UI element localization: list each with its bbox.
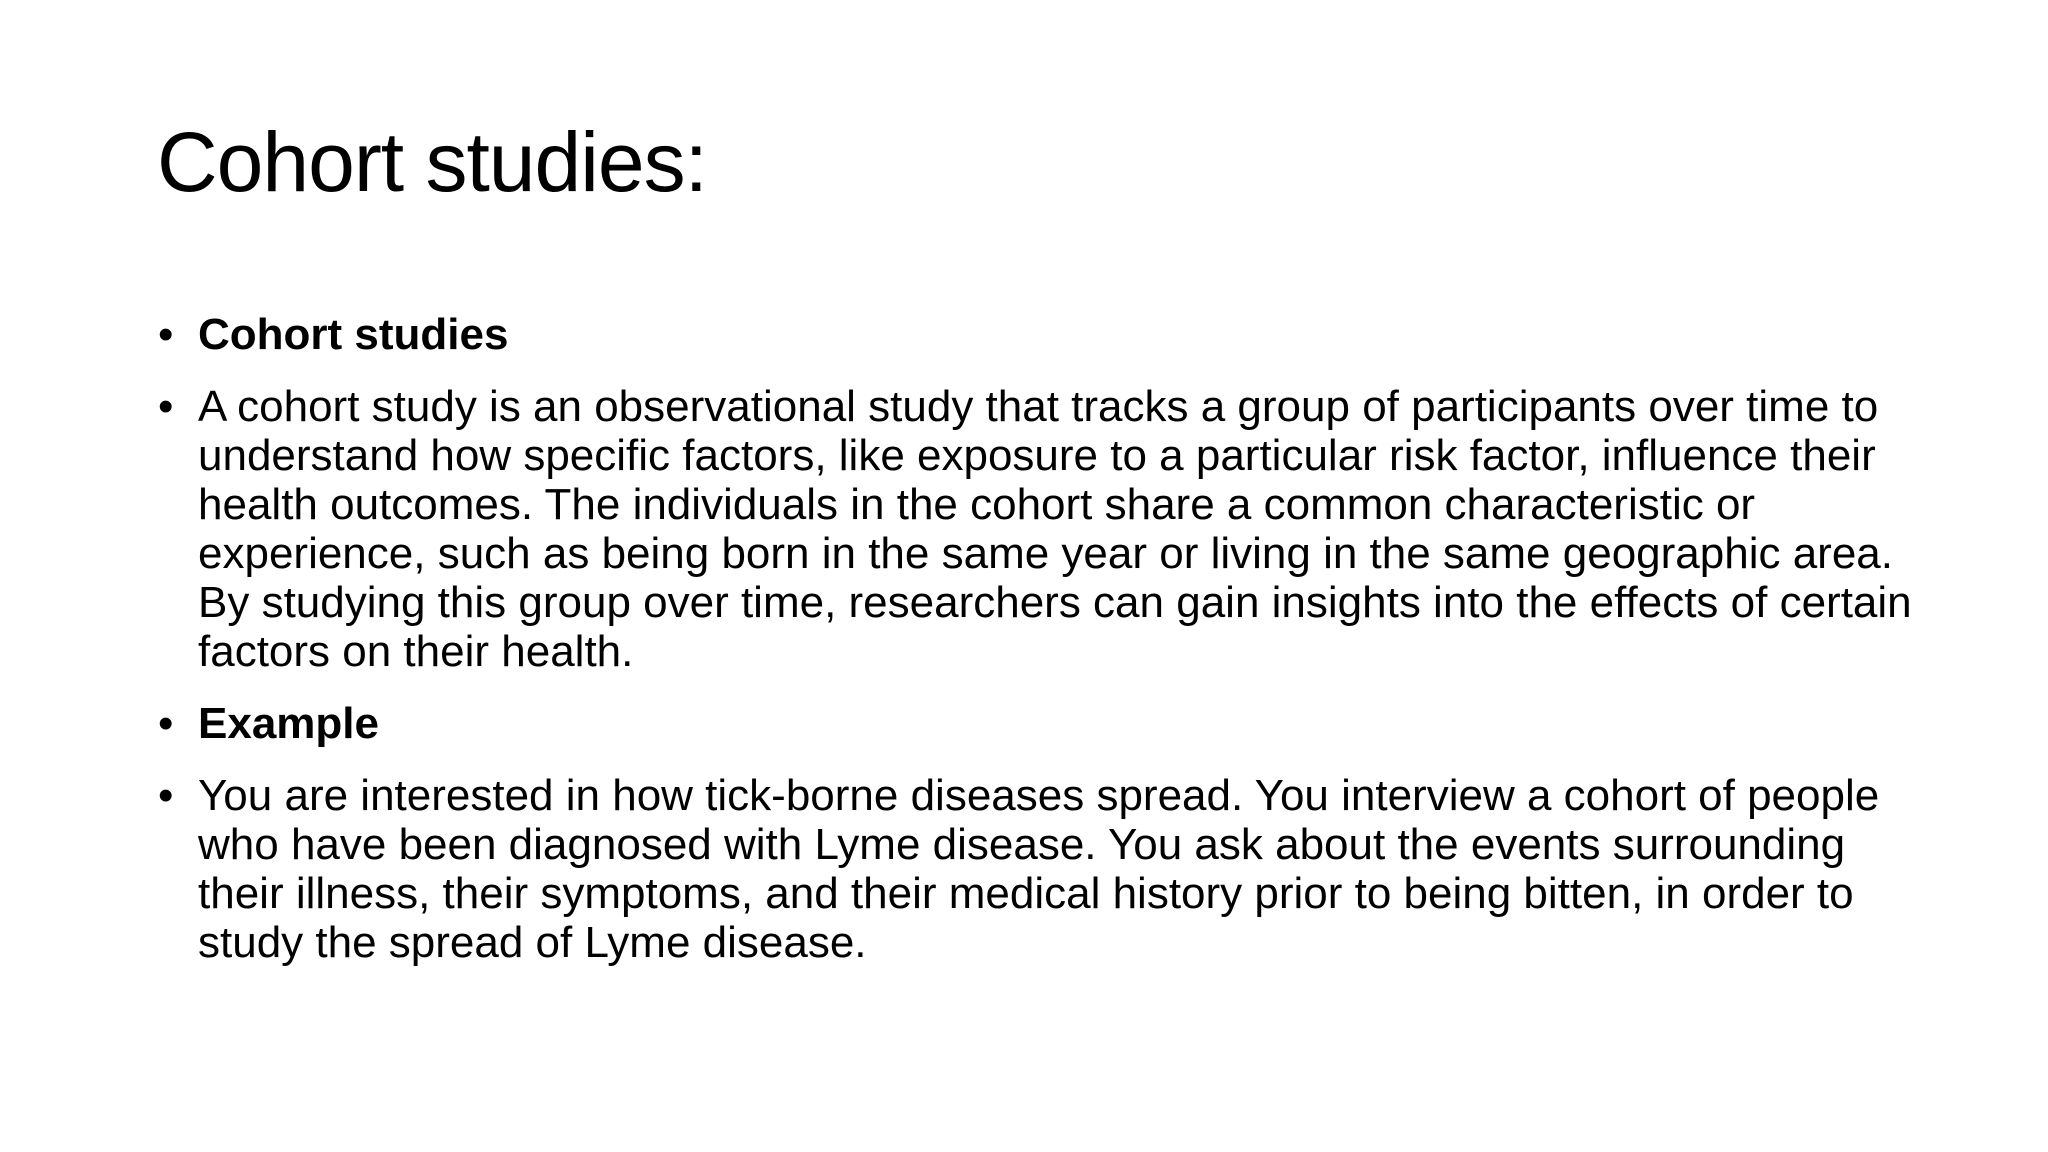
bullet-item-example: [158, 771, 1918, 967]
bullet-text: You are interested in how tick-borne diseases spread. You interview a cohort of people who have been diagnosed with Lyme disease. You ask about the events surrounding their illness, their symptoms, and their medical history prior to being bitten, in order to study the spread of Lyme disease.: [198, 771, 1880, 967]
bullet-icon: •: [158, 310, 174, 359]
bullet-icon: •: [158, 699, 174, 748]
bullet-text: Example: [198, 699, 379, 748]
bullet-text: A cohort study is an observational study that tracks a group of participants over time to understand how specific factors, like exposure to a particular risk factor, influence their health outcomes. The individuals in the cohort share a common characteristic or experience, such as being born in the same year or living in the same geographic area. By studying this group over time, researchers can gain insights into the effects of certain factors on their health.: [198, 382, 1912, 676]
bullet-list: [158, 310, 1918, 990]
bullet-icon: •: [158, 771, 174, 820]
bullet-item-example-heading: [158, 699, 1918, 748]
bullet-icon: •: [158, 382, 174, 431]
bullet-text: Cohort studies: [198, 310, 509, 359]
bullet-item-cohort-studies-heading: [158, 310, 1918, 359]
slide-title: Cohort studies:: [157, 115, 707, 209]
bullet-item-definition: [158, 382, 1918, 676]
